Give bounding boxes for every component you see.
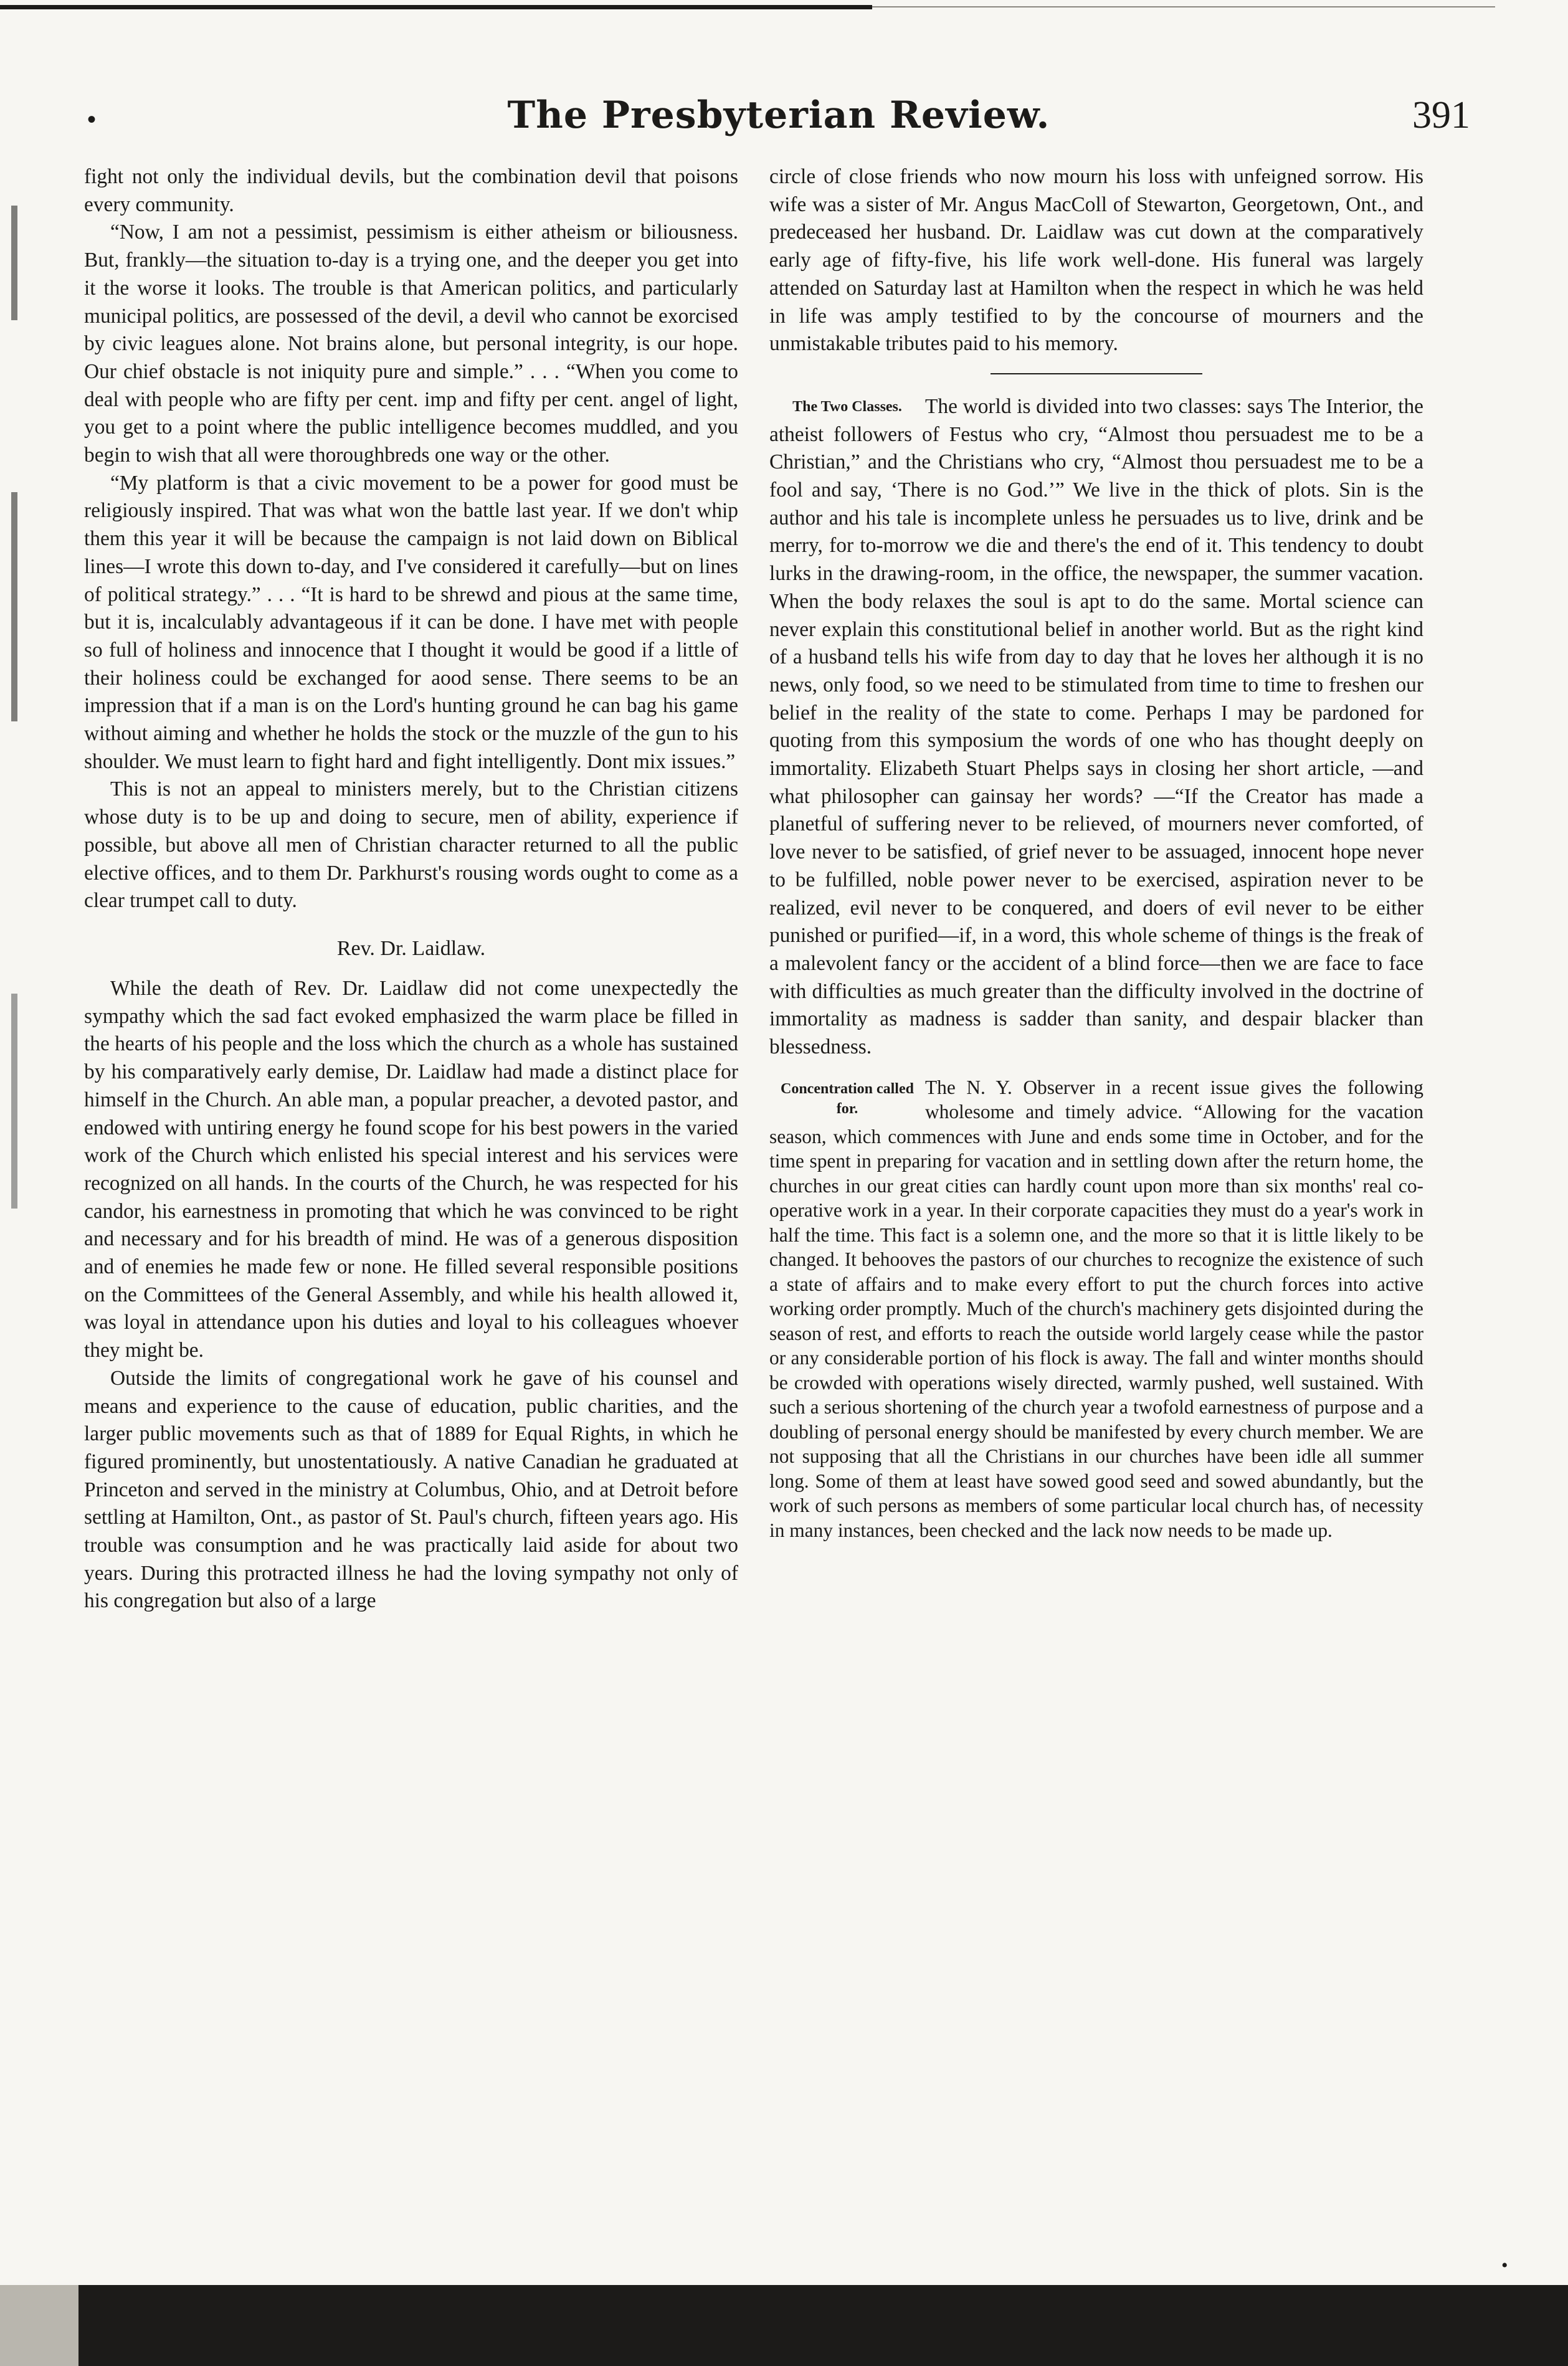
paragraph: This is not an appeal to ministers merely, but to the Christian citizens whose duty is to be up and doing to secure, men of ability, experience if possible, but above all men of Christian character returned to all the public elective offices, and to them Dr. Parkhurst's rousing words ought to come as a clear trumpet call to duty. <box>84 777 738 913</box>
top-rule <box>0 5 872 9</box>
paragraph: The world is divided into two classes: says The Interior, the atheist followers of Festus who cry, “Almost thou persuadest me to be a Christian,” and the Christians who cry, “Almost thou persuadest me to be a fool and say, ‘There is no God.’” We live in the thick of plots. Sin is the author and his tale is incomplete unless he persuades us to live, drink and be merry, for to-morrow we die and there's the end of it. This tendency to doubt lurks in the drawing-room, in the office, the newspaper, the summer vacation. When the body relaxes the soul is apt to do the same. Mortal science can never explain this constitutional belief in another world. But as the right kind of a husband tells his wife from day to day that he loves her although it is no news, only food, so we need to be stimulated from time to time to freshen our belief in the reality of the state to come. Perhaps I may be pardoned for quoting from this symposium the words of one who has thought deeply on immortality. Elizabeth Stuart Phelps says in closing her short article, —and what philosopher can gainsay her words? —“If the Creator has made a planetful of suffering never to be relieved, of mourners never comforted, of love never to be satisfied, of grief never to be assuaged, innocent hope never to be fulfilled, noble power never to be exercised, aspiration never to be realized, evil never to be conquered, and doers of evil never to be either punished or purified—if, in a word, this whole scheme of things is the freak of a malevolent fancy or the accident of a blind force—then we are face to face with difficulties as much greater than the difficulty involved in the doctrine of immortality as madness is sadder than sanity, and despair blacker than blessedness. <box>769 394 1423 1059</box>
top-rule-faint <box>872 6 1495 7</box>
paragraph: The N. Y. Observer in a recent issue gives the following wholesome and timely advice. “Allowing for the vacation season, which commences with June and ends some time in October, and for the time spent in preparing for vacation and in settling down after the return home, the churches in our great cities can hardly count upon more than six months' real co-operative work in a year. In their corporate capacities they must do a year's work in half the time. This fact is a solemn one, and the more so that it is little likely to be changed. It behooves the pastors of our churches to recognize the existence of such a state of affairs and to make every effort to put the church forces into active working order promptly. Much of the church's machinery gets disjointed during the season of rest, and efforts to reach the outside world largely cease while the pastor or any considerable portion of his flock is away. The fall and winter months should be crowded with operations wisely directed, warmly pushed, well sustained. With such a serious shortening of the church year a twofold earnestness of purpose and a doubling of personal energy should be manifested by every church member. We are not supposing that all the Christians in our churches have been idle all summer long. Some of them at least have sowed good seed and sowed abundantly, but the work of such persons as members of some particular local church has, of necessity in many instances, been checked and the lack now needs to be made up. <box>769 1076 1423 1541</box>
scan-edge-top <box>0 0 1568 25</box>
end-bullet: • <box>1501 2255 1508 2276</box>
page-number: 391 <box>1412 94 1470 136</box>
journal-title: The Presbyterian Review. <box>507 93 1050 137</box>
side-heading: Concentration called for. <box>781 1080 914 1117</box>
scan-edge-left <box>11 206 17 1638</box>
paragraph: Outside the limits of congregational work he gave of his counsel and means and experience to the cause of education, public charities, and the larger public movements such as that of 1889 for Equal Rights, in which he figured prominently, but unostentatiously. A native Canadian he graduated at Princeton and served in the ministry at Columbus, Ohio, and at Detroit before settling at Hamilton, Ont., as pastor of St. Paul's church, fifteen years ago. His trouble was consumption and he was practically laid aside for about two years. During this protracted illness he had the loving sympathy not only of his congregation but also of a large <box>84 1366 738 1613</box>
running-header <box>87 93 1470 143</box>
paragraph: “Now, I am not a pessimist, pessimism is either atheism or biliousness. But, frankly—the situation to-day is a trying one, and the deeper you get into it the worse it looks. The trouble is that American politics, and particularly municipal politics, are possessed of the devil, a devil who cannot be exorcised by civic leagues alone. Not brains alone, but personal integrity, is our hope. Our chief obstacle is not iniquity pure and simple.” . . . “When you come to deal with people who are fifty per cent. imp and fifty per cent. angel of light, you get to a point where the public intelligence becomes muddled, and you begin to wish that all were thoroughbreds one way or the other. <box>84 221 738 467</box>
section-divider <box>991 373 1202 374</box>
header-bullet: • <box>87 105 97 133</box>
article-two-classes <box>769 393 1423 1062</box>
left-column <box>84 163 738 2256</box>
scan-edge-bottom <box>0 2285 1568 2366</box>
right-column <box>769 163 1423 2256</box>
paragraph: While the death of Rev. Dr. Laidlaw did not come unexpectedly the sympathy which the sad fact evoked emphasized the warm place be filled in the hearts of his people and the loss which the church as a whole has sustained by his comparatively early demise, Dr. Laidlaw had made a distinct place for himself in the Church. An able man, a popular preacher, a devoted pastor, and endowed with untiring energy he found scope for his best powers in the varied work of the Church which enlisted his special interest and his services were recognized on all hands. In the courts of the Church, he was respected for his candor, his earnestness in promoting that which he was convinced to be right and necessary and for his breadth of mind. He was of a generous disposition and of enemies he made few or none. He filled several responsible positions on the Committees of the General Assembly, and while his health allowed it, was loyal in attendance upon his duties and loyal to his colleagues whoever they might be. <box>84 976 738 1362</box>
article-concentration <box>769 1075 1423 1543</box>
paragraph: fight not only the individual devils, but the combination devil that poisons every community. <box>84 165 738 216</box>
paragraph: circle of close friends who now mourn his loss with unfeigned sorrow. His wife was a sister of Mr. Angus MacColl of Stewarton, Georgetown, Ont., and predeceased her husband. Dr. Laidlaw was cut down at the comparatively early age of fifty-five, his life work well-done. His funeral was largely attended on Saturday last at Hamilton when the respect in which he was held in life was amply testified to by the concourse of mourners and the unmistakable tributes paid to his memory. <box>769 165 1423 356</box>
section-heading: Rev. Dr. Laidlaw. <box>336 936 486 960</box>
paragraph: “My platform is that a civic movement to be a power for good must be religiously inspired. That was what won the battle last year. If we don't whip them this year it will be because the campaign is not laid down on Biblical lines—I wrote this down to-day, and I've considered it carefully—but on lines of political strategy.” . . . “It is hard to be shrewd and pious at the same time, but it is, incalculably advantageous if it can be done. I have met with people so full of holiness and innocence that I thought it would be good if a little of their holiness could be exchanged for aood sense. There seems to be an impression that if a man is on the Lord's hunting ground he can bag his game without aiming and whether he holds the stock or the muzzle of the gun to his shoulder. We must learn to fight hard and fight intelligently. Dont mix issues.” <box>84 471 738 773</box>
side-heading: The Two Classes. <box>792 398 902 415</box>
